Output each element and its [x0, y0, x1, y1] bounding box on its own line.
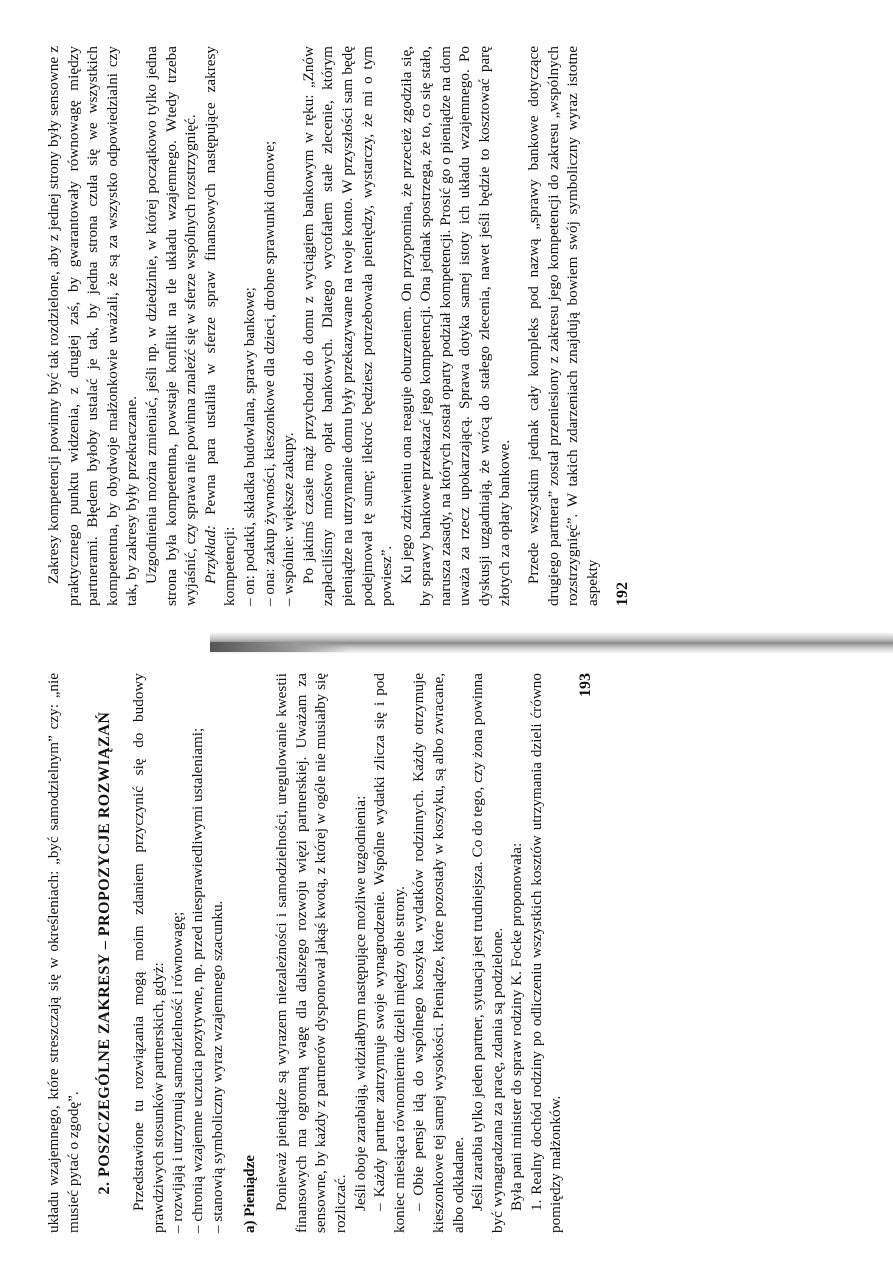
paragraph: Po jakimś czasie mąż przychodzi do domu z wyciągiem bankowym w ręku: „Znów zapłaciliśmy mnóstwo opłat bankowych. Dlatego wycofałem stałe zlecenie, którym pieniądze na utrzymanie domu były przekazywane na twoje konto. W przyszłości sam będę podejmował tę sumę; ilekroć będziesz potrzebowała pieniędzy, wystarczy, że mi o tym powiesz”. — [299, 46, 396, 606]
list-item: – stanowią symboliczny wyraz wzajemnego szacunku. — [208, 900, 226, 1233]
list-item: – on: podatki, składka budowlana, sprawy bankowe; — [240, 287, 258, 606]
list-item: – wspólnie: większe zakupy. — [280, 432, 298, 606]
page-193 — [44, 673, 596, 1233]
paragraph: Przedstawione tu rozwiązania mogą moim zdaniem przyczynić się do budowy prawdziwych stosunków partnerskich, gdyż: — [130, 673, 167, 1233]
list-item: – rozwijają i utrzymują samodzielność i równowagę; — [169, 911, 187, 1233]
page-number: 192 — [613, 582, 631, 606]
book-gutter-edge — [210, 642, 350, 652]
paragraph: Jeśli oboje zarabiają, widziałbym następujące możliwe uzgodnienia: — [351, 795, 369, 1211]
paragraph: Uzgodnienia można zmieniać, jeśli np. w dziedzinie, w której początkowo tylko jedna strona była kompetentna, powstaje konflikt na tle układu wzajemnego. Wtedy trzeba wyjaśnić, czy sprawa nie powinna znaleźć się w sferze wspólnych rozstrzygnięć. — [142, 46, 200, 606]
page-number: 193 — [577, 673, 595, 697]
example-paragraph — [201, 46, 240, 606]
paragraph: – Obie pensje idą do wspólnego koszyka wydatków rodzinnych. Każdy otrzymuje kieszonkowe tej samej wysokości. Pieniądze, które pozostały w koszyku, są albo zwracane, albo odkładane. — [410, 673, 467, 1233]
list-item: – chronią wzajemne uczucia pozytywne, np. przed niesprawiedliwymi ustaleniami; — [188, 727, 206, 1233]
paragraph: Była pani minister do spraw rodziny K. Focke proponowała: — [508, 842, 526, 1211]
paragraph: układu wzajemnego, które streszczają się w określeniach: „być samodzielnym” czy: „nie musieć pytać o zgodę”. — [45, 673, 82, 1233]
example-text: Pewna para ustaliła w sferze spraw finansowych następujące zakresy kompetencji: — [201, 46, 239, 606]
example-label: Przykład: — [201, 524, 219, 584]
paragraph: Ku jego zdziwieniu ona reaguje oburzeniem. On przypomina, że przecież zgodziła się, by sprawy bankowe przekazać jego kompetencji. Ona jednak spostrzega, że to, co się stało, narusza zasady, na których został oparty podział kompetencji. Prosić go o pieniądze na dom uważa za rzecz upokarzającą. Sprawa dotyka samej istoty ich układu wzajemnego. Po dyskusji uzgadniają, że wrócą do stałego zlecenia, nawet jeśli będzie to kosztować parę złotych za opłaty bankowe. — [397, 46, 513, 606]
paragraph: Przede wszystkim jednak cały kompleks pod nazwą „sprawy bankowe dotyczące drugiego partnera” został przeniesiony z zakresu jego kompetencji do zakresu „wspólnych rozstrzygnięć”. W takich zdarzeniach znajdują bowiem swój symboliczny wyraz istotne aspekty — [525, 46, 602, 606]
page-192 — [44, 46, 632, 606]
subsection-heading: a) Pieniądze — [242, 1155, 259, 1233]
paragraph: – Każdy partner zatrzymuje swoje wynagrodzenie. Wspólne wydatki zlicza się i pod koniec miesiąca równomiernie dzieli między obie strony. — [371, 673, 408, 1233]
list-item: – ona: zakup żywności, kieszonkowe dla dzieci, drobne sprawunki domowe; — [260, 140, 278, 606]
paragraph: Ponieważ pieniądze są wyrazem niezależności i samodzielności, uregulowanie kwestii finansowych ma ogromną wagę dla dalszego rozwoju więzi partnerskiej. Uważam za sensowne, by każdy z partnerów dysponował jakąś kwotą, z której w ogóle nie musiałby się rozliczać. — [273, 673, 349, 1233]
paragraph: Jeśli zarabia tylko jeden partner, sytuacja jest trudniejsza. Co do tego, czy żona powinna być wynagradzana za pracę, zdania są podzielone. — [469, 673, 506, 1233]
section-heading: 2. POSZCZEGÓLNE ZAKRESY – PROPOZYCJE ROZWIĄZAŃ — [96, 711, 114, 1195]
paragraph: Zakresy kompetencji powinny być tak rozdzielone, aby z jednej strony były sensowne z praktycznego punktu widzenia, z drugiej zaś, by gwarantowały równowagę między partnerami. Błędem byłoby ustalać je tak, by jedna strona czuła się we wszystkich kompetentna, by obydwoje małżonkowie uważali, że są za wszystko odpowiedzialni czy tak, by zakresy były przekraczane. — [45, 46, 141, 606]
paragraph: 1. Realny dochód rodziny po odliczeniu wszystkich kosztów utrzymania dzieli ćrówno pomiędzy małżonków. — [527, 673, 565, 1233]
